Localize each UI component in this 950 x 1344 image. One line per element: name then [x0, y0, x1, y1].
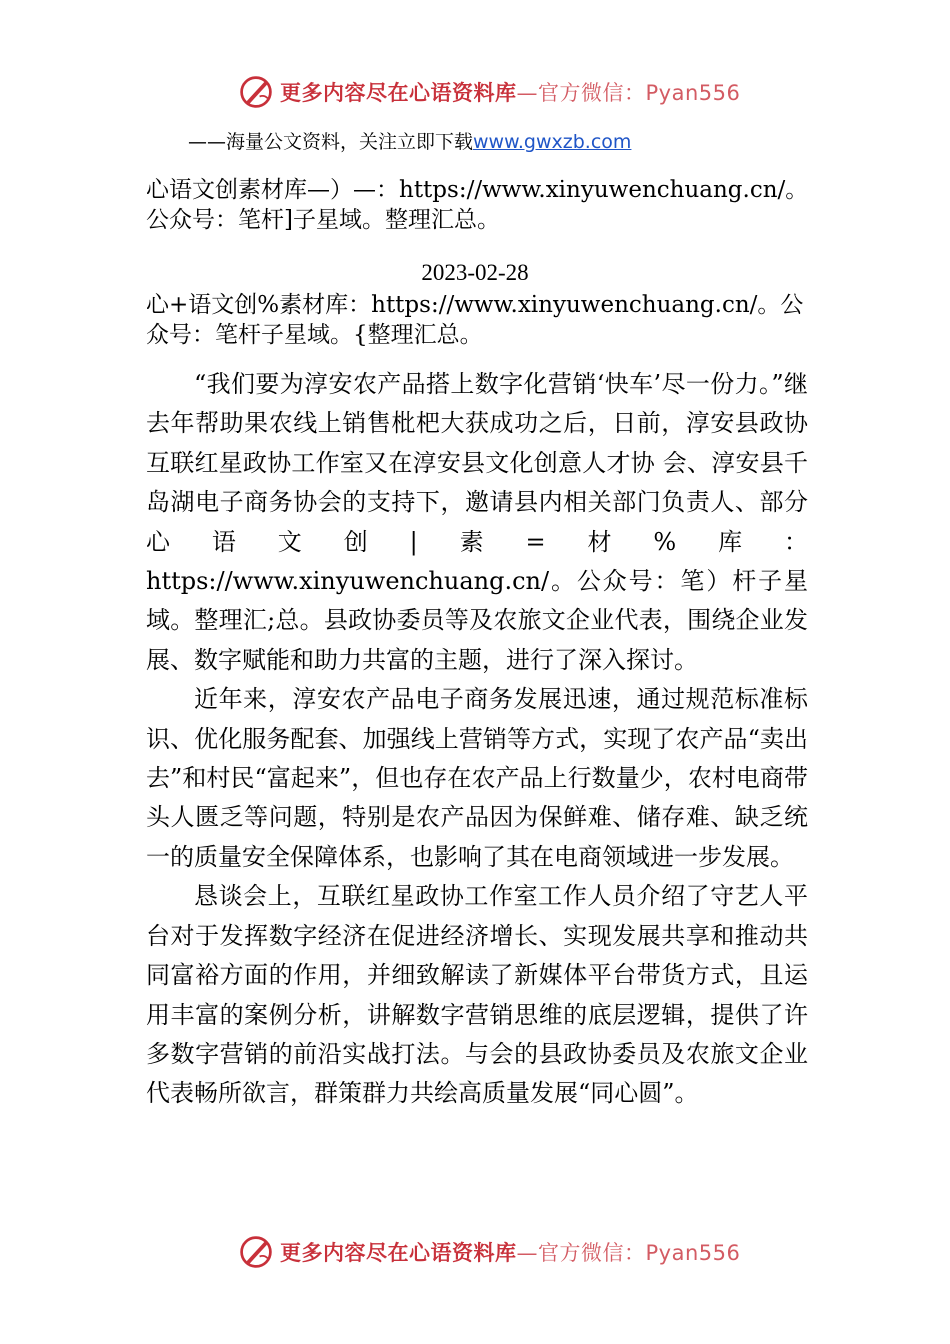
- download-link[interactable]: www.gwxzb.com: [473, 131, 632, 153]
- footer-banner: [238, 1232, 740, 1272]
- source-note-2: 心+语文创%素材库：https://www.xinyuwenchuang.cn/。公众号：笔杆子星域。{整理汇总。: [146, 292, 804, 348]
- paragraph: “我们要为淳安农产品搭上数字化营销‘快车’尽一份力。”继去年帮助果农线上销售枇杷大获成功之后，日前，淳安县政协互联红星政协工作室又在淳安县文化创意人才协 会、淳安县千岛湖电子商务协会的支持下，邀请县内相关部门负责人、部分心语文创|素=材%库：https://www.xinyuwenchuang.cn/。公众号：笔）杆子星域。整理汇;总。县政协委员等及农旅文企业代表，围绕企业发展、数字赋能和助力共富的主题，进行了深入探讨。: [146, 370, 808, 674]
- tagline: [188, 127, 631, 154]
- tagline-text: ——海量公文资料，关注立即下载: [188, 131, 474, 153]
- article-body: [146, 365, 808, 1114]
- article-date: 2023-02-28: [421, 260, 529, 285]
- header-banner: [238, 72, 740, 112]
- source-note-1: 心语文创素材库—）—：https://www.xinyuwenchuang.cn/。公众号：笔杆]子星域。整理汇总。: [146, 177, 809, 233]
- paragraph: 近年来，淳安农产品电子商务发展迅速，通过规范标准标识、优化服务配套、加强线上营销等方式，实现了农产品“卖出去”和村民“富起来”，但也存在农产品上行数量少，农村电商带头人匮乏等问题，特别是农产品因为保鲜难、储存难、缺乏统一的质量安全保障体系，也影响了其在电商领域进一步发展。: [146, 685, 808, 871]
- banner-text: 更多内容尽在心语资料库—官方微信：Pyan556: [280, 1241, 741, 1265]
- banner-text: 更多内容尽在心语资料库—官方微信：Pyan556: [280, 81, 741, 105]
- paragraph: 恳谈会上，互联红星政协工作室工作人员介绍了守艺人平台对于发挥数字经济在促进经济增长、实现发展共享和推动共同富裕方面的作用，并细致解读了新媒体平台带货方式，且运用丰富的案例分析，讲解数字营销思维的底层逻辑，提供了许多数字营销的前沿实战打法。与会的县政协委员及农旅文企业代表畅所欲言，群策群力共绘高质量发展“同心圆”。: [146, 882, 808, 1108]
- pen-logo-icon: [238, 1234, 274, 1270]
- pen-logo-icon: [238, 74, 274, 110]
